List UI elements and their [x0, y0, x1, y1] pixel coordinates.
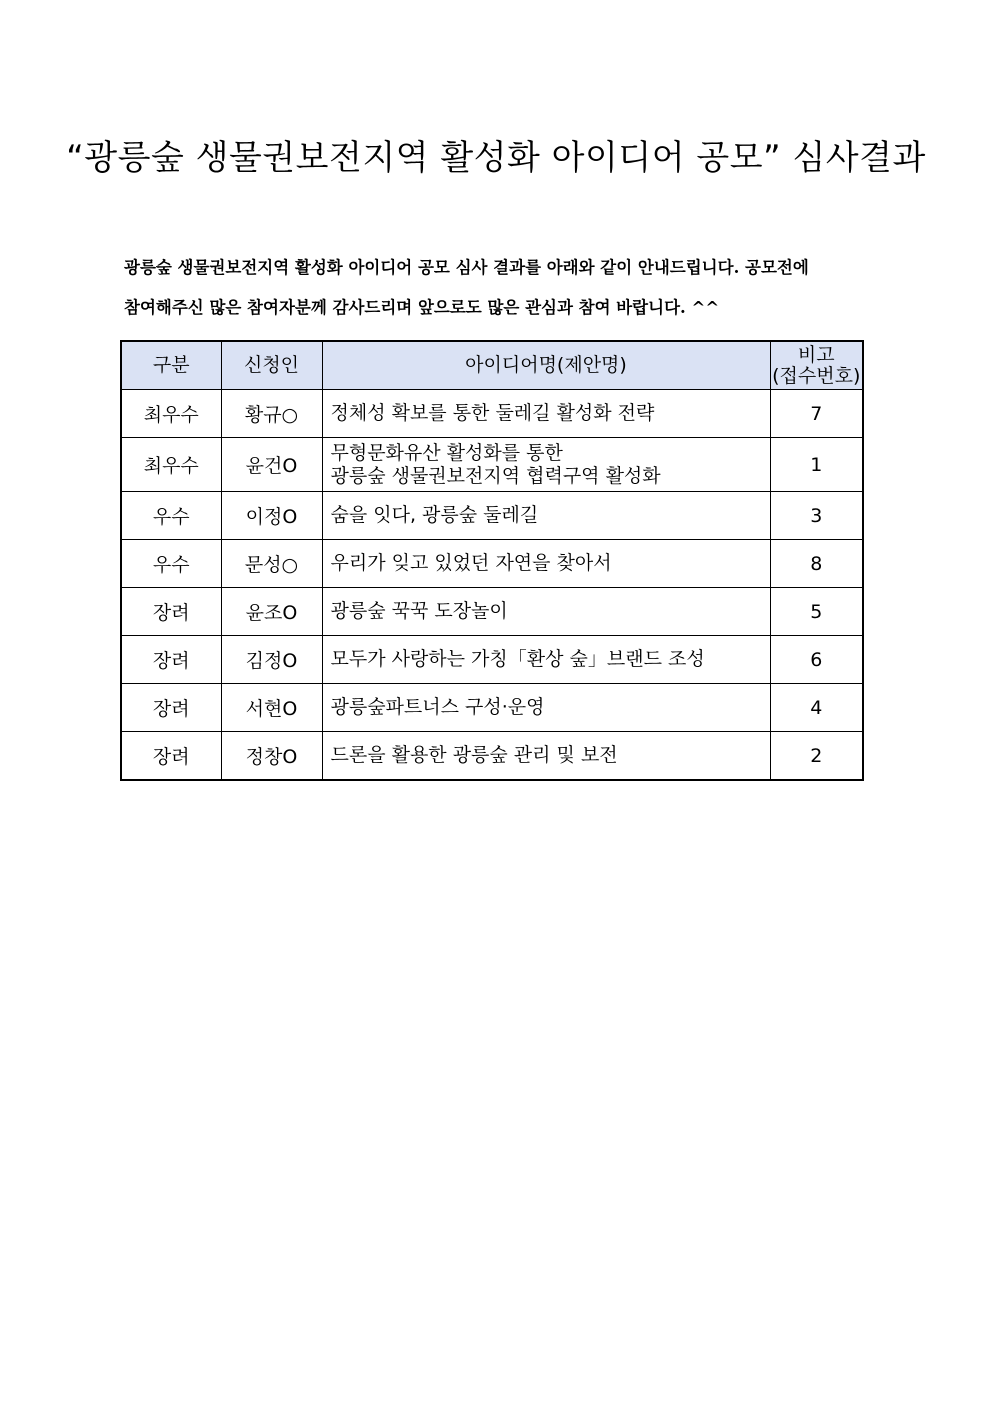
- header-note: [770, 341, 863, 390]
- table-row: [121, 636, 863, 684]
- cell-receipt-no: 6: [770, 636, 863, 684]
- cell-category: 장려: [121, 732, 221, 781]
- cell-category: 우수: [121, 492, 221, 540]
- idea-line: 모두가 사랑하는 가칭「환상 숲」브랜드 조성: [330, 648, 705, 670]
- header-note-line1: 비고: [797, 343, 835, 366]
- cell-category: 장려: [121, 636, 221, 684]
- cell-receipt-no: 8: [770, 540, 863, 588]
- table-row: [121, 438, 863, 492]
- idea-line: 광릉숲 생물권보전지역 협력구역 활성화: [330, 464, 661, 487]
- header-applicant: 신청인: [221, 341, 322, 390]
- table-row: [121, 492, 863, 540]
- table-row: [121, 732, 863, 781]
- cell-applicant: 문성○: [221, 540, 322, 588]
- cell-idea: [322, 540, 770, 588]
- cell-receipt-no: 4: [770, 684, 863, 732]
- cell-category: 최우수: [121, 390, 221, 438]
- idea-line: 무형문화유산 활성화를 통한: [330, 441, 563, 464]
- header-note-line2: (접수번호): [772, 364, 861, 387]
- intro-line: 광릉숲 생물권보전지역 활성화 아이디어 공모 심사 결과를 아래와 같이 안내드립니다. 공모전에: [124, 258, 809, 277]
- cell-applicant: 서현O: [221, 684, 322, 732]
- cell-idea: [322, 588, 770, 636]
- cell-receipt-no: 2: [770, 732, 863, 781]
- cell-idea: [322, 684, 770, 732]
- header-category: 구분: [121, 341, 221, 390]
- cell-category: 우수: [121, 540, 221, 588]
- table-row: [121, 540, 863, 588]
- cell-category: 장려: [121, 588, 221, 636]
- table-row: [121, 390, 863, 438]
- cell-idea: [322, 390, 770, 438]
- intro-line: 참여해주신 많은 참여자분께 감사드리며 앞으로도 많은 관심과 참여 바랍니다. ^^: [124, 298, 720, 317]
- cell-applicant: 윤조O: [221, 588, 322, 636]
- table-row: [121, 684, 863, 732]
- table-row: [121, 588, 863, 636]
- cell-idea: [322, 732, 770, 781]
- idea-line: 숨을 잇다, 광릉숲 둘레길: [330, 504, 539, 526]
- cell-receipt-no: 7: [770, 390, 863, 438]
- cell-idea: [322, 438, 770, 492]
- idea-line: 광릉숲파트너스 구성·운영: [330, 696, 545, 718]
- cell-receipt-no: 5: [770, 588, 863, 636]
- table-header-row: [121, 341, 863, 390]
- cell-applicant: 정창O: [221, 732, 322, 781]
- cell-receipt-no: 3: [770, 492, 863, 540]
- idea-line: 우리가 잊고 있었던 자연을 찾아서: [330, 552, 612, 574]
- idea-line: 광릉숲 꾹꾹 도장놀이: [330, 600, 508, 622]
- cell-idea: [322, 636, 770, 684]
- header-idea: 아이디어명(제안명): [322, 341, 770, 390]
- page-title: “광릉숲 생물권보전지역 활성화 아이디어 공모” 심사결과: [66, 138, 926, 178]
- cell-applicant: 이정O: [221, 492, 322, 540]
- cell-category: 최우수: [121, 438, 221, 492]
- intro-paragraph: [124, 248, 884, 328]
- idea-line: 정체성 확보를 통한 둘레길 활성화 전략: [330, 402, 655, 424]
- cell-category: 장려: [121, 684, 221, 732]
- results-table: [120, 340, 864, 781]
- cell-applicant: 황규○: [221, 390, 322, 438]
- cell-applicant: 김정O: [221, 636, 322, 684]
- cell-applicant: 윤건O: [221, 438, 322, 492]
- cell-idea: [322, 492, 770, 540]
- idea-line: 드론을 활용한 광릉숲 관리 및 보전: [330, 744, 618, 766]
- cell-receipt-no: 1: [770, 438, 863, 492]
